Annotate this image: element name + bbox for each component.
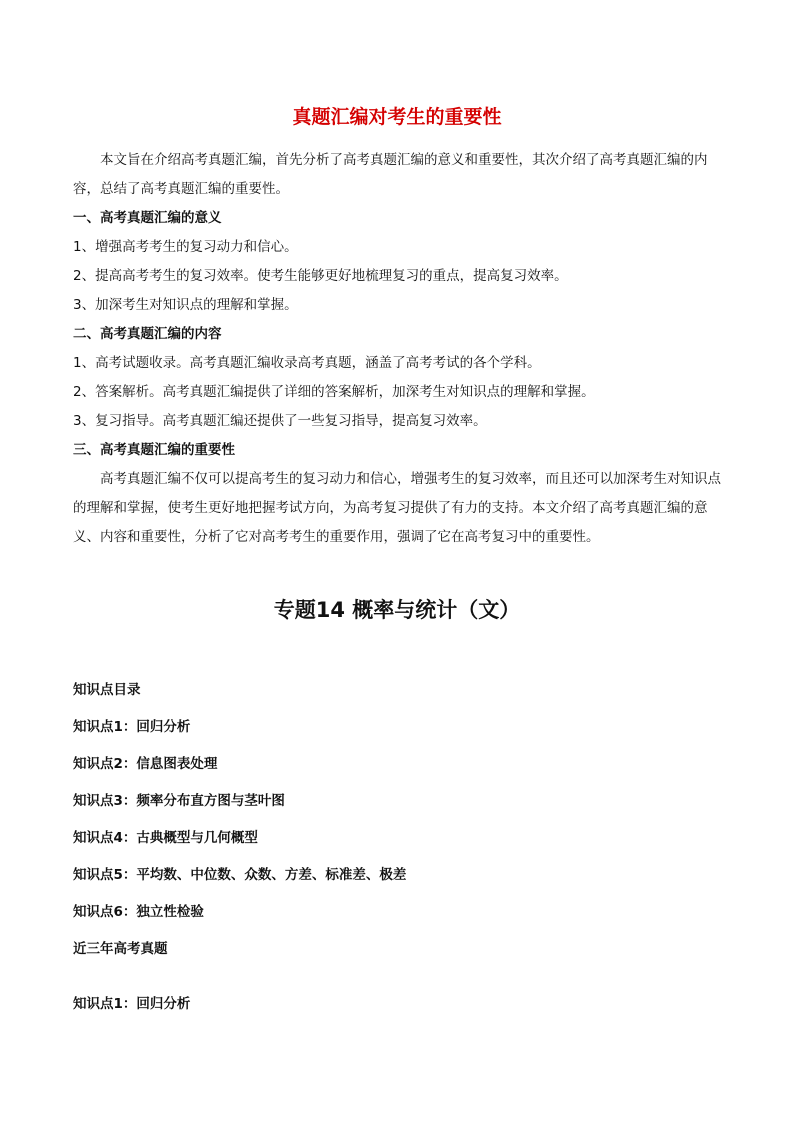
toc-item: 知识点4：古典概型与几何概型 <box>73 830 258 846</box>
toc-item: 知识点6：独立性检验 <box>73 904 204 920</box>
section-2-item: 2、答案解析。高考真题汇编提供了详细的答案解析，加深考生对知识点的理解和掌握。 <box>73 384 595 400</box>
toc-item: 知识点2：信息图表处理 <box>73 756 218 772</box>
intro-body <box>73 146 723 552</box>
section-3-heading: 三、高考真题汇编的重要性 <box>73 442 235 458</box>
recent-exams-heading: 近三年高考真题 <box>73 941 168 957</box>
intro-paragraph-1: 本文旨在介绍高考真题汇编，首先分析了高考真题汇编的意义和重要性，其次介绍了高考真题汇编的内容，总结了高考真题汇编的重要性。 <box>73 152 708 197</box>
toc-heading: 知识点目录 <box>73 682 141 698</box>
knowledge-point-toc <box>73 672 723 1023</box>
topic-title: 专题14 概率与统计（文） <box>273 598 521 622</box>
intro-paragraph-2: 高考真题汇编不仅可以提高考生的复习动力和信心，增强考生的复习效率，而且还可以加深考生对知识点的理解和掌握，使考生更好地把握考试方向，为高考复习提供了有力的支持。本文介绍了高考真题汇编的意义、内容和重要性，分析了它对高考考生的重要作用，强调了它在高考复习中的重要性。 <box>73 471 721 545</box>
toc-item: 知识点1：回归分析 <box>73 719 191 735</box>
section-1-item: 1、增强高考考生的复习动力和信心。 <box>73 239 298 255</box>
toc-item: 知识点3：频率分布直方图与茎叶图 <box>73 793 285 809</box>
section-1-item: 2、提高高考考生的复习效率。使考生能够更好地梳理复习的重点，提高复习效率。 <box>73 268 568 284</box>
intro-title: 真题汇编对考生的重要性 <box>292 106 502 128</box>
toc-item: 知识点5：平均数、中位数、众数、方差、标准差、极差 <box>73 867 407 883</box>
section-1-item: 3、加深考生对知识点的理解和掌握。 <box>73 297 298 313</box>
section-1-heading: 一、高考真题汇编的意义 <box>73 210 222 226</box>
spacer <box>73 968 723 986</box>
section-2-item: 3、复习指导。高考真题汇编还提供了一些复习指导，提高复习效率。 <box>73 413 487 429</box>
section-2-item: 1、高考试题收录。高考真题汇编收录高考真题，涵盖了高考考试的各个学科。 <box>73 355 541 371</box>
first-section-heading: 知识点1：回归分析 <box>73 996 191 1012</box>
section-2-heading: 二、高考真题汇编的内容 <box>73 326 222 342</box>
